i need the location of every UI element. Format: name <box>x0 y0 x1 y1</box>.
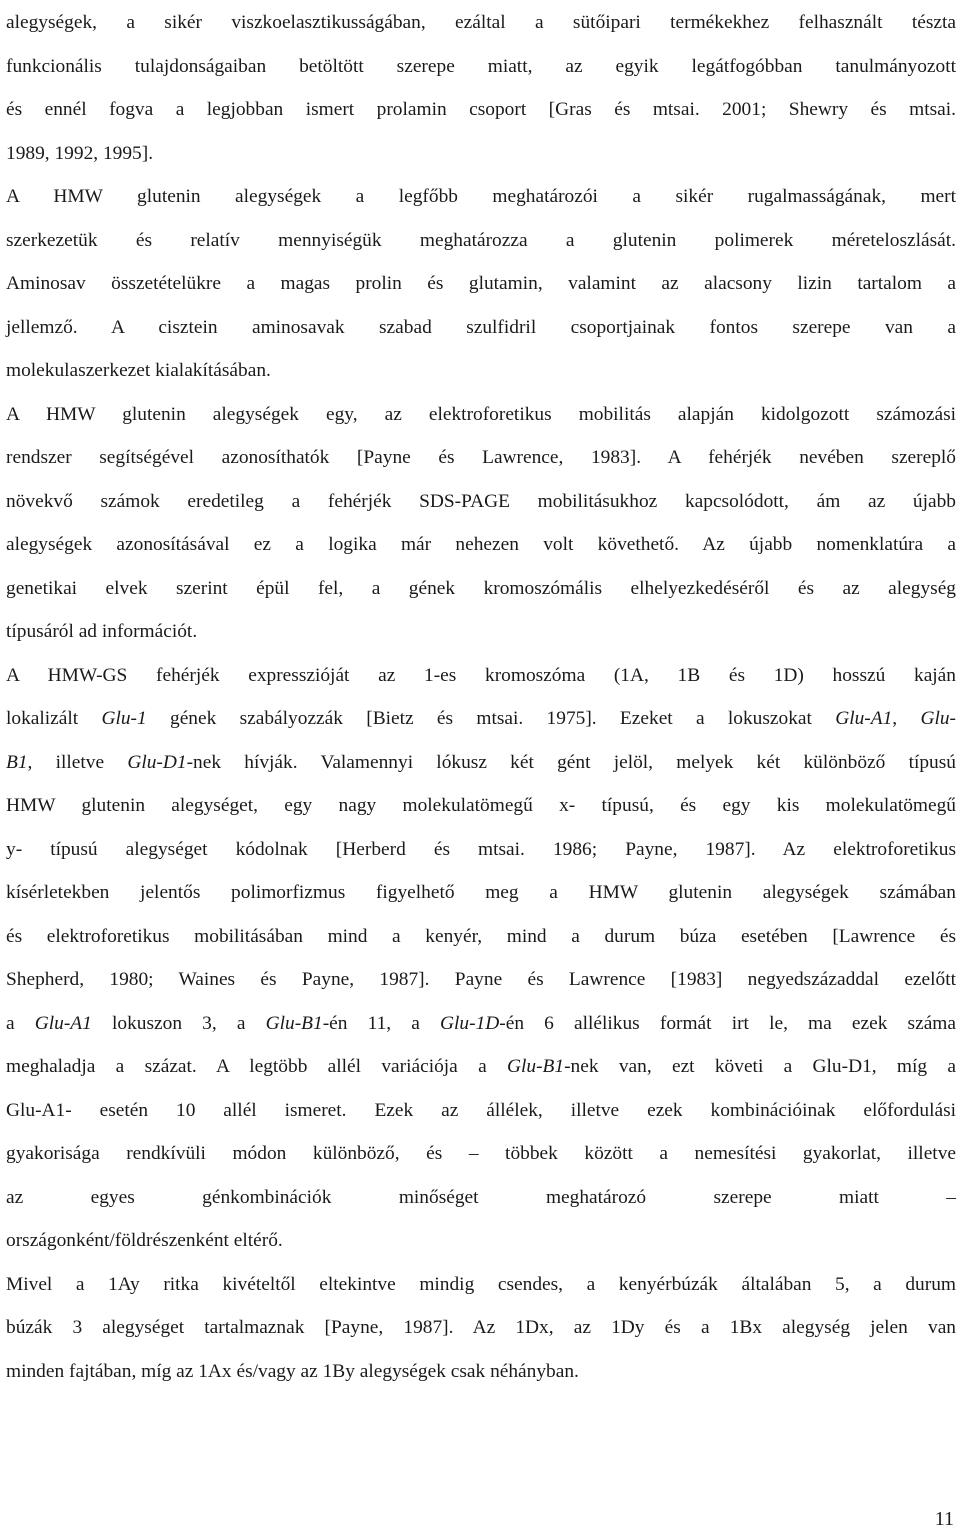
text-run: alegységek, a sikér viszkoelasztikusságában, ezáltal a sütőipari termékekhez felhasznált tészta <box>6 12 956 33</box>
text-run: Mivel a 1Ay ritka kivételtől eltekintve mindig csendes, a kenyérbúzák általában 5, a durum <box>6 1273 956 1295</box>
italic-gene-name: Glu-A1 <box>34 1012 92 1034</box>
italic-gene-name: Glu-A1 <box>835 708 893 729</box>
paragraph <box>6 654 956 1263</box>
text-run: búzák 3 alegységet tartalmaznak [Payne, 1987]. Az 1Dx, az 1Dy és a 1Bx alegység jelen van <box>6 1317 956 1338</box>
text-line <box>6 697 956 741</box>
text-run: Aminosav összetételükre a magas prolin és glutamin, valamint az alacsony lizin tartalom a <box>6 273 956 294</box>
text-run: , <box>892 708 921 729</box>
italic-gene-name: Glu-1D <box>440 1012 500 1034</box>
text-run: alegységek azonosításával ez a logika már nehezen volt követhető. Az újabb nomenklatúra a <box>6 534 956 555</box>
text-run: A HMW glutenin alegységek a legfőbb meghatározói a sikér rugalmasságának, mert <box>6 186 956 207</box>
text-line <box>6 1045 956 1089</box>
text-run: a <box>6 1012 35 1034</box>
text-line <box>6 436 956 480</box>
text-run: lokuszon 3, a <box>91 1012 266 1034</box>
text-run: 1989, 1992, 1995]. <box>6 142 154 164</box>
text-run: -nek hívják. Valamennyi lókusz két gént jelöl, melyek két különböző típusú <box>186 751 956 773</box>
text-run: és ennél fogva a legjobban ismert prolamin csoport [Gras és mtsai. 2001; Shewry és mtsai. <box>6 99 956 120</box>
text-run: -én 11, a <box>322 1012 441 1034</box>
text-run: Glu-A1- esetén 10 allél ismeret. Ezek az állélek, illetve ezek kombinációinak előfordulási <box>6 1099 956 1121</box>
text-line <box>6 828 956 872</box>
text-line <box>6 1132 956 1176</box>
text-line <box>6 393 956 437</box>
text-line <box>6 610 956 654</box>
text-run: növekvő számok eredetileg a fehérjék SDS-PAGE mobilitásukhoz kapcsolódott, ám az újabb <box>6 490 956 512</box>
text-run: HMW glutenin alegységet, egy nagy molekulatömegű x- típusú, és egy kis molekulatömegű <box>6 795 956 816</box>
text-line <box>6 480 956 524</box>
document-body <box>6 1 956 1393</box>
text-line <box>6 132 956 176</box>
text-line <box>6 262 956 306</box>
text-line <box>6 1306 956 1350</box>
text-line <box>6 1002 956 1046</box>
paragraph <box>6 1 956 175</box>
text-run: meghaladja a százat. A legtöbb allél variációja a <box>6 1056 507 1077</box>
italic-gene-name: Glu-B1 <box>265 1012 323 1034</box>
paragraph <box>6 1263 956 1394</box>
text-run: országonként/földrészenként eltérő. <box>6 1230 283 1251</box>
text-line <box>6 219 956 263</box>
text-line <box>6 88 956 132</box>
italic-gene-name: Glu-1 <box>101 708 147 729</box>
text-run: szerkezetük és relatív mennyiségük meghatározza a glutenin polimerek méreteloszlását. <box>6 229 956 251</box>
text-run: funkcionális tulajdonságaiban betöltött szerepe miatt, az egyik legátfogóbban tanulmányozott <box>6 55 956 77</box>
text-run: kísérletekben jelentős polimorfizmus figyelhető meg a HMW glutenin alegységek számában <box>6 882 956 903</box>
text-line <box>6 1089 956 1133</box>
text-line <box>6 45 956 89</box>
italic-gene-name: Glu-D1 <box>127 751 187 773</box>
text-line <box>6 1 956 45</box>
text-run: és elektroforetikus mobilitásában mind a kenyér, mind a durum búza esetében [Lawrence és <box>6 925 956 947</box>
text-line <box>6 1176 956 1220</box>
paragraph <box>6 393 956 654</box>
text-run: molekulaszerkezet kialakításában. <box>6 360 271 381</box>
text-line <box>6 1263 956 1307</box>
text-run: -nek van, ezt követi a Glu-D1, míg a <box>564 1056 956 1077</box>
text-run: , illetve <box>27 751 128 773</box>
italic-gene-name: B1 <box>6 751 28 773</box>
page-number: 11 <box>934 1508 954 1530</box>
text-line <box>6 175 956 219</box>
text-run: Shepherd, 1980; Waines és Payne, 1987]. Payne és Lawrence [1983] negyedszázaddal ezelőtt <box>6 969 956 990</box>
text-run: A HMW glutenin alegységek egy, az elektroforetikus mobilitás alapján kidolgozott számozási <box>6 403 956 425</box>
text-line <box>6 1219 956 1263</box>
text-line <box>6 871 956 915</box>
paragraph <box>6 175 956 393</box>
text-run: típusáról ad információt. <box>6 621 198 642</box>
text-line <box>6 1350 956 1394</box>
italic-gene-name: Glu-B1 <box>506 1056 565 1077</box>
text-run: minden fajtában, míg az 1Ax és/vagy az 1By alegységek csak néhányban. <box>6 1360 579 1382</box>
text-line <box>6 523 956 567</box>
text-line <box>6 654 956 698</box>
text-line <box>6 784 956 828</box>
text-run: gyakorisága rendkívüli módon különböző, és – többek között a nemesítési gyakorlat, illetve <box>6 1143 956 1164</box>
text-line <box>6 567 956 611</box>
text-run: jellemző. A cisztein aminosavak szabad szulfidril csoportjainak fontos szerepe van a <box>6 316 956 338</box>
text-run: gének szabályozzák [Bietz és mtsai. 1975]. Ezeket a lokuszokat <box>146 708 836 729</box>
text-run: genetikai elvek szerint épül fel, a gének kromoszómális elhelyezkedéséről és az alegység <box>6 577 956 599</box>
text-run: rendszer segítségével azonosíthatók [Payne és Lawrence, 1983]. A fehérjék nevében szereplő <box>6 447 956 468</box>
italic-gene-name: Glu- <box>920 708 956 729</box>
text-line <box>6 306 956 350</box>
text-run: az egyes génkombinációk minőséget meghatározó szerepe miatt – <box>6 1186 956 1208</box>
text-run: lokalizált <box>6 708 102 729</box>
text-line <box>6 958 956 1002</box>
text-line <box>6 349 956 393</box>
text-run: A HMW-GS fehérjék expresszióját az 1-es kromoszóma (1A, 1B és 1D) hosszú kaján <box>6 664 956 686</box>
text-run: y- típusú alegységet kódolnak [Herberd és mtsai. 1986; Payne, 1987]. Az elektroforetikus <box>6 838 956 860</box>
text-run: -én 6 allélikus formát irt le, ma ezek száma <box>499 1012 956 1034</box>
text-line <box>6 915 956 959</box>
text-line <box>6 741 956 785</box>
